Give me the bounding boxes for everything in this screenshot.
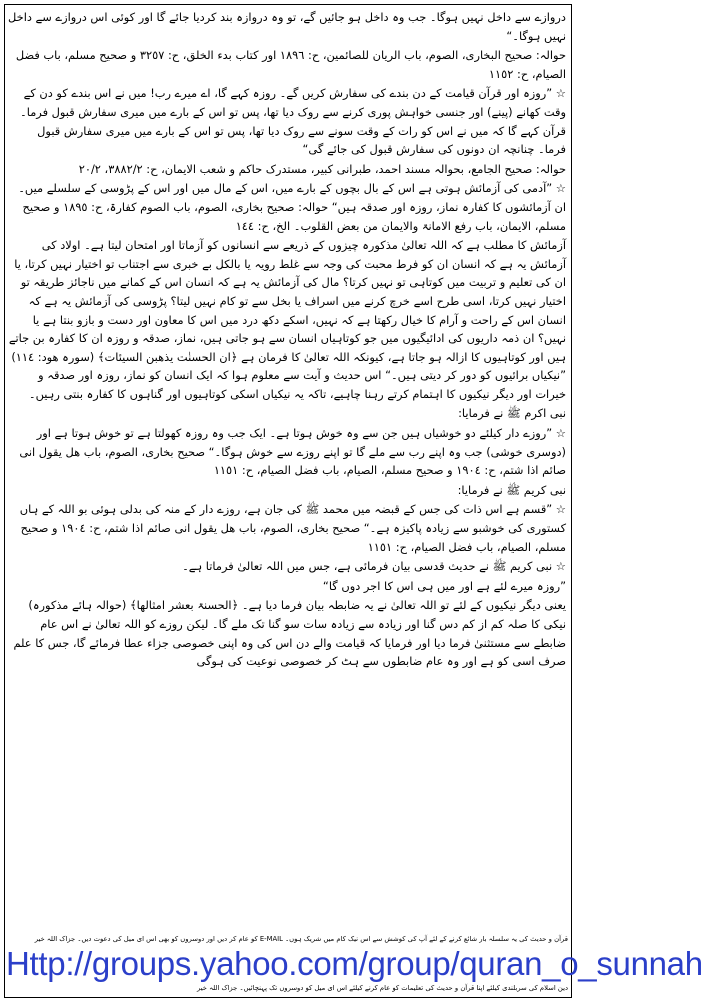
paragraph-intro-hadith-end: دروازے سے داخل نہیں ہوگا۔ جب وہ داخل ہو جائیں گے، تو وہ دروازہ بند کردیا جائے گا اور کوئی اس دروازے سے داخل نہیں ہوگا۔“ xyxy=(8,10,566,43)
hadith-trials-expiation: ☆ ”آدمی کی آزمائش ہوتی ہے اس کے بال بچوں کے بارے میں، اس کے مال میں اور اس کے پڑوسی کے سلسلے میں۔ ان آزمائشوں کا کفارہ نماز، روزہ اور صدقہ ہیں“ حوالہ: صحیح بخاری، الصوم، باب الصوم کفارۃ، ح: ١٨٩٥ و صحیح مسلم، الایمان، باب رفع الامانۃ والایمان من بعض القلوب۔ الخ، ح: ١٤٤ xyxy=(18,181,566,233)
explanation-trials: آزمائش کا مطلب ہے کہ اللہ تعالیٰ مذکورہ چیزوں کے ذریعے سے انسانوں کو آزماتا اور امتحان لیتا ہے۔ اولاد کی آزمائش یہ ہے کہ انسان ان کو فرط محبت کی وجہ سے غلط رویہ یا بالکل بے خبری سے اجتناب تو اختیار نہیں کرتا، یا ان کی تعلیم و تربیت میں کوتاہی تو نہیں کرتا؟ مال کی آزمائش یہ ہے کہ انسان اس کے کمانے میں ناجائز طریقہ تو اختیار نہیں کرتا، اسی طرح اسے خرچ کرنے میں اسراف یا بخل سے تو کام نہیں لیتا؟ پڑوسی کی آزمائش یہ ہے کہ انسان اس کے راحت و آرام کا خیال رکھتا ہے کہ نہیں، اسکے دکھ درد میں اس کا معاون اور دست و بازو بنتا ہے یا نہیں؟ ان ذمہ داریوں کی ادائیگیوں میں جو کوتاہیاں انسان سے ہو جاتی ہیں، نماز، صدقہ و روزہ ان کا کفارہ بن جاتے ہیں اور کوتاہیوں کا ازالہ ہو جاتا ہے، کیونکہ اللہ تعالیٰ کا فرمان ہے ﴿ان الحسنٰت یذھبن السیئات﴾ (سورہ ھود: ١١٤) ”نیکیاں برائیوں کو دور کر دیتی ہیں۔“ اس حدیث و آیت سے معلوم ہوا کہ ایک انسان کو نماز، روزہ اور صدقہ و خیرات اور دیگر نیکیوں کا اہتمام کرتے رہنا چاہیے، تاکہ یہ نیکیاں اسکی کوتاہیوں اور گناہوں کا کفارہ بنتی رہیں۔ xyxy=(8,238,566,401)
footer xyxy=(6,934,703,994)
prophet-said-heading-1: نبی اکرم ﷺ نے فرمایا: xyxy=(458,406,566,421)
footer-dua-line: دین اسلام کی سربلندی کیلئے اپنا قرآن و حدیث کی تعلیمات کو عام کرنے کیلئے اس ای میل کو دوسروں تک پہنچائیں۔ جزاک اللہ خیر xyxy=(196,984,568,992)
reference-bukhari-rayyan: حوالہ: صحیح البخاری، الصوم، باب الریان للصائمین، ح: ١٨٩٦ اور کتاب بدء الخلق، ح: ٣٢٥٧ و صحیح مسلم، باب فضل الصیام، ح: ١١٥٢ xyxy=(15,48,566,81)
explanation-special-reward: یعنی دیگر نیکیوں کے لئے تو اللہ تعالیٰ نے یہ ضابطہ بیان فرما دیا ہے۔ ﴿الحسنۃ بعشر امثالھا﴾ (حوالہ ہائے مذکورہ) نیکی کا صلہ کم از کم دس گنا اور زیادہ سے زیادہ سات سو گنا تک ملے گا۔ لیکن روزے کو اللہ تعالیٰ نے اس عام ضابطے سے مستثنیٰ فرما دیا اور فرمایا کہ قیامت والے دن اس کی وہ اپنی خصوصی جزاء عطا فرمائے گا، جس کا علم صرف اسی کو ہے اور وہ عام ضابطوں سے ہٹ کر خصوصی نوعیت کی ہوگی xyxy=(13,598,566,669)
prophet-said-heading-2: نبی کریم ﷺ نے فرمایا: xyxy=(457,482,566,497)
hadith-qudsi-quote: ”روزہ میرے لئے ہے اور میں ہی اس کا اجر دوں گا“ xyxy=(322,578,566,593)
hadith-qudsi-intro: ☆ نبی کریم ﷺ نے حدیث قدسی بیان فرمائی ہے، جس میں اللہ تعالیٰ فرماتا ہے۔ xyxy=(182,559,566,574)
hadith-two-joys: ☆ ”روزے دار کیلئے دو خوشیاں ہیں جن سے وہ خوش ہوتا ہے۔ ایک جب وہ روزہ کھولتا ہے تو خوش ہوتا ہے اور (دوسری خوشی) جب وہ اپنے رب سے ملے گا تو اپنے روزے سے خوش ہوگا۔“ صحیح بخاری، الصوم، باب ھل یقول انی صائم اذا شتم، ح: ١٩٠٤ و صحیح مسلم، الصیام، باب فضل الصیام، ح: ١١٥١ xyxy=(19,426,566,478)
hadith-fasting-quran-intercession: ☆ ”روزہ اور قرآن قیامت کے دن بندے کی سفارش کریں گے۔ روزہ کہے گا، اے میرے رب! میں نے اس بندے کو دن کے وقت کھانے (پینے) اور جنسی خواہش پوری کرنے سے روک دیا تھا، پس تو اس کے بارے میں میری سفارش قبول فرما۔ قرآن کہے گا کہ میں نے اس کو رات کے وقت سونے سے روک دیا تھا، پس تو اس کے بارے میں میری سفارش قبول فرما۔ چنانچہ ان دونوں کی سفارش قبول کی جائے گی“ xyxy=(20,86,566,157)
reference-sahih-al-jami: حوالہ: صحیح الجامع، بحوالہ مسند احمد، طبرانی کبیر، مستدرک حاکم و شعب الایمان، ح: ٣٨٨٢/٢، ٢٠/٢ xyxy=(78,161,566,176)
hadith-breath-of-fasting-person: ☆ ”قسم ہے اس ذات کی جس کے قبضہ میں محمد ﷺ کی جان ہے، روزے دار کے منہ کی بدلی ہوئی بو اللہ کے ہاں کستوری کی خوشبو سے زیادہ پاکیزہ ہے۔“ صحیح بخاری، الصوم، باب ھل یقول انی صائم اذا شتم، ح: ١٩٠٤ و صحیح مسلم، الصیام، باب فضل الصیام، ح: ١١٥١ xyxy=(19,502,566,554)
group-url-link[interactable]: Http://groups.yahoo.com/group/quran_o_sunnah xyxy=(6,945,703,982)
article-body xyxy=(8,8,566,936)
footer-appeal-line: قرآن و حدیث کی یہ سلسلہ بار شائع کرنے کے لئے آپ کی کوشش سے اس نیک کام میں شریک ہوں۔ E-MAIL کو عام کر دیں اور دوسروں کو بھی اس ای میل کی دعوت دیں۔ جزاک اللہ خیر xyxy=(34,935,568,943)
